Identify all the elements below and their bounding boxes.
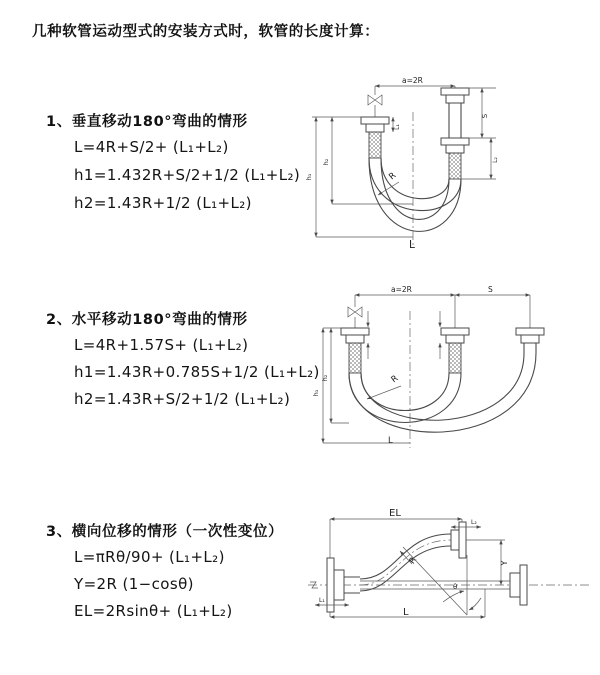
radius-leader-line bbox=[378, 182, 399, 195]
flange-left-plate bbox=[327, 558, 334, 612]
dim-label-length: L bbox=[403, 607, 409, 618]
angle-arc-right bbox=[469, 598, 481, 610]
dim-label-end2: L₂ bbox=[492, 157, 499, 163]
dim-label-h2: h₂ bbox=[322, 158, 330, 166]
flange-right-upper-hub bbox=[446, 95, 464, 103]
dim-label-h1: h₁ bbox=[312, 389, 320, 397]
braid-left bbox=[369, 132, 381, 158]
hose-near-inner bbox=[361, 373, 449, 411]
section1-heading: 1、垂直移动180°弯曲的情形 bbox=[46, 114, 248, 130]
flange-right-lower-plate bbox=[441, 138, 469, 145]
dim-label-stroke: S bbox=[488, 285, 493, 294]
dim-label-angle: θ bbox=[453, 583, 458, 591]
section3-formula-L: L=πRθ/90+ (L₁+L₂) bbox=[74, 548, 225, 566]
dim-label-stroke: S bbox=[481, 113, 489, 119]
flange-right-plate bbox=[516, 328, 544, 335]
dim-label-el: EL bbox=[389, 508, 401, 519]
valve-icon bbox=[348, 307, 362, 317]
dim-ext-el bbox=[330, 519, 462, 558]
section3-heading: 3、横向位移的情形（一次性变位） bbox=[46, 524, 284, 540]
flange-middle-hub bbox=[446, 335, 464, 343]
flange-right-hub bbox=[521, 335, 539, 343]
hose-far-inner bbox=[361, 353, 524, 420]
section1-formula-L: L=4R+S/2+ (L₁+L₂) bbox=[74, 138, 229, 156]
section1-formula-h1: h1=1.432R+S/2+1/2 (L₁+L₂) bbox=[74, 166, 301, 184]
braid-middle bbox=[449, 343, 461, 373]
section2-formula-h1: h1=1.43R+0.785S+1/2 (L₁+L₂) bbox=[74, 363, 320, 381]
dim-label-offset: Y bbox=[500, 560, 509, 566]
section1-formula-h2: h2=1.43R+1/2 (L₁+L₂) bbox=[74, 194, 252, 212]
flange-right-lower-hub bbox=[446, 145, 464, 153]
dim-label-end2: L₂ bbox=[471, 519, 477, 526]
section2-formula-h2: h2=1.43R+S/2+1/2 (L₁+L₂) bbox=[74, 390, 291, 408]
page-title: 几种软管运动型式的安装方式时，软管的长度计算： bbox=[32, 24, 380, 40]
braid-left bbox=[349, 343, 361, 373]
dim-label-top-span: a=2R bbox=[391, 285, 412, 294]
hose-near-outer bbox=[349, 373, 461, 423]
dim-label-radius: R bbox=[389, 373, 401, 386]
dim-label-length: L bbox=[388, 436, 393, 446]
dim-label-radius: R bbox=[407, 555, 420, 567]
flange-left-hub bbox=[334, 570, 344, 600]
flange-original-plate bbox=[520, 565, 527, 605]
dim-ext-left bbox=[312, 117, 413, 237]
flange-left-plate bbox=[341, 328, 369, 335]
flange-left-hub bbox=[346, 335, 364, 343]
radius-leader-line bbox=[367, 386, 401, 399]
diagram-vertical-180-bend bbox=[290, 74, 595, 254]
section2-heading: 2、水平移动180°弯曲的情形 bbox=[46, 312, 248, 328]
pipe-right-tube bbox=[449, 103, 461, 138]
section3-formula-EL: EL=2Rsinθ+ (L₁+L₂) bbox=[74, 602, 233, 620]
dim-ext-left bbox=[323, 328, 410, 443]
dim-label-top-span: a=2R bbox=[402, 76, 423, 85]
diagram-horizontal-180-bend bbox=[312, 283, 600, 458]
section2-formula-L: L=4R+1.57S+ (L₁+L₂) bbox=[74, 336, 249, 354]
hose-upper-outer bbox=[369, 158, 461, 210]
dim-label-end1: L₁ bbox=[319, 597, 325, 604]
dim-label-radius: R bbox=[387, 170, 399, 183]
pipe-right-tube bbox=[524, 343, 536, 353]
valve-icon bbox=[368, 95, 382, 105]
flange-left-hub bbox=[366, 124, 384, 132]
flange-displaced-hub bbox=[451, 530, 459, 550]
dim-label-length: L bbox=[409, 239, 415, 251]
flange-left-plate bbox=[361, 117, 389, 124]
flange-right-upper-plate bbox=[441, 88, 469, 95]
flange-displaced-plate bbox=[459, 522, 466, 558]
dim-label-end1: L₁ bbox=[394, 124, 401, 130]
dim-ext-top bbox=[355, 295, 530, 328]
flange-original-hub bbox=[510, 573, 520, 597]
hose-center-line bbox=[360, 540, 451, 585]
dim-label-h2: h₂ bbox=[321, 374, 329, 382]
flange-middle-plate bbox=[441, 328, 469, 335]
diagram-lateral-displacement bbox=[305, 505, 600, 630]
section3-formula-Y: Y=2R (1−cosθ) bbox=[74, 575, 194, 593]
braid-right bbox=[449, 153, 461, 179]
dim-label-h1: h₁ bbox=[305, 173, 313, 181]
